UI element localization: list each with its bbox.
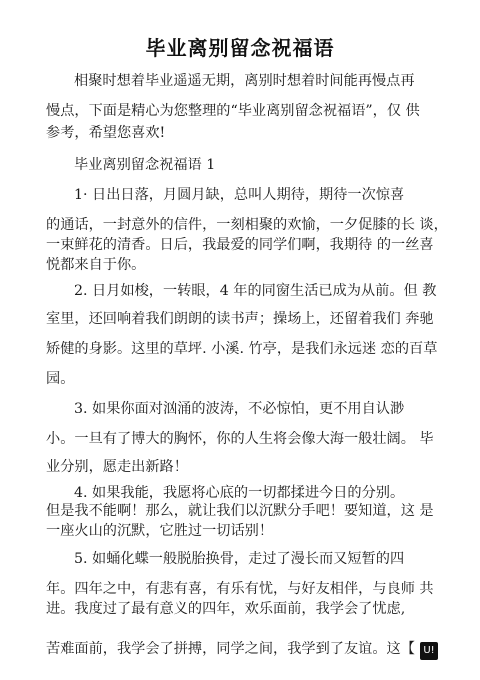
paragraph-line: 小。一旦有了博大的胸怀，你的人生将会像大海一般壮阔。 毕 (46, 431, 434, 447)
paragraph-line: 的通话，一封意外的信件，一刻相聚的欢愉，一夕促膝的长 谈， (46, 217, 448, 233)
paragraph-line: 相聚时想着毕业遥遥无期，离别时想着时间能再慢点再 (74, 73, 415, 89)
paragraph-line: 悦都来自于你。 (46, 257, 146, 273)
paragraph-line: 1· 日出日落，月圆月缺，总叫人期待，期待一次惊喜 (74, 187, 405, 203)
paragraph-line: 5. 如蛹化蝶一般脱胎换骨，走过了漫长而又短暂的四 (74, 551, 405, 567)
paragraph-line: 一束鲜花的清香。日后，我最爱的同学们啊，我期待 的一丝喜 (46, 237, 434, 253)
paragraph-line: 2. 日月如梭，一转眼，4 年的同窗生活已成为从前。但 教 (74, 283, 437, 299)
paragraph-line: 参考，希望您喜欢! (46, 125, 166, 141)
section-heading: 毕业离别留念祝福语 1 (74, 157, 216, 173)
paragraph-line: 但是我不能啊！那么，就让我们以沉默分手吧！要知道，这 是 (46, 503, 434, 519)
watermark-badge: U! (420, 642, 438, 660)
paragraph-line: 慢点，下面是精心为您整理的“毕业离别留念祝福语”，仅 供 (46, 103, 420, 119)
paragraph-line: 一座火山的沉默，它胜过一切话别！ (46, 523, 274, 539)
paragraph-line: 业分别，愿走出新路！ (46, 459, 188, 475)
paragraph-line: 年。四年之中，有悲有喜，有乐有忧，与好友相伴，与良师 共 (46, 581, 434, 597)
paragraph-line: 4. 如果我能，我愿将心底的一切都揉进今日的分别。 (74, 485, 405, 501)
paragraph-line: 矫健的身影。这里的草坪. 小溪. 竹亭，是我们永远迷 恋的百草 (46, 341, 438, 357)
paragraph-line: 进。我度过了最有意义的四年，欢乐面前，我学会了忧虑, (46, 601, 406, 617)
document-title: 毕业离别留念祝福语 (145, 36, 335, 60)
paragraph-line: 室里，还回响着我们朗朗的读书声；操场上，还留着我们 奔驰 (46, 311, 434, 327)
paragraph-line: 园。 (46, 371, 75, 387)
paragraph-line: 苦难面前，我学会了拼搏，同学之间，我学到了友谊。这【 (46, 641, 415, 657)
paragraph-line: 3. 如果你面对汹涌的波涛，不必惊怕，更不用自认渺 (74, 401, 405, 417)
